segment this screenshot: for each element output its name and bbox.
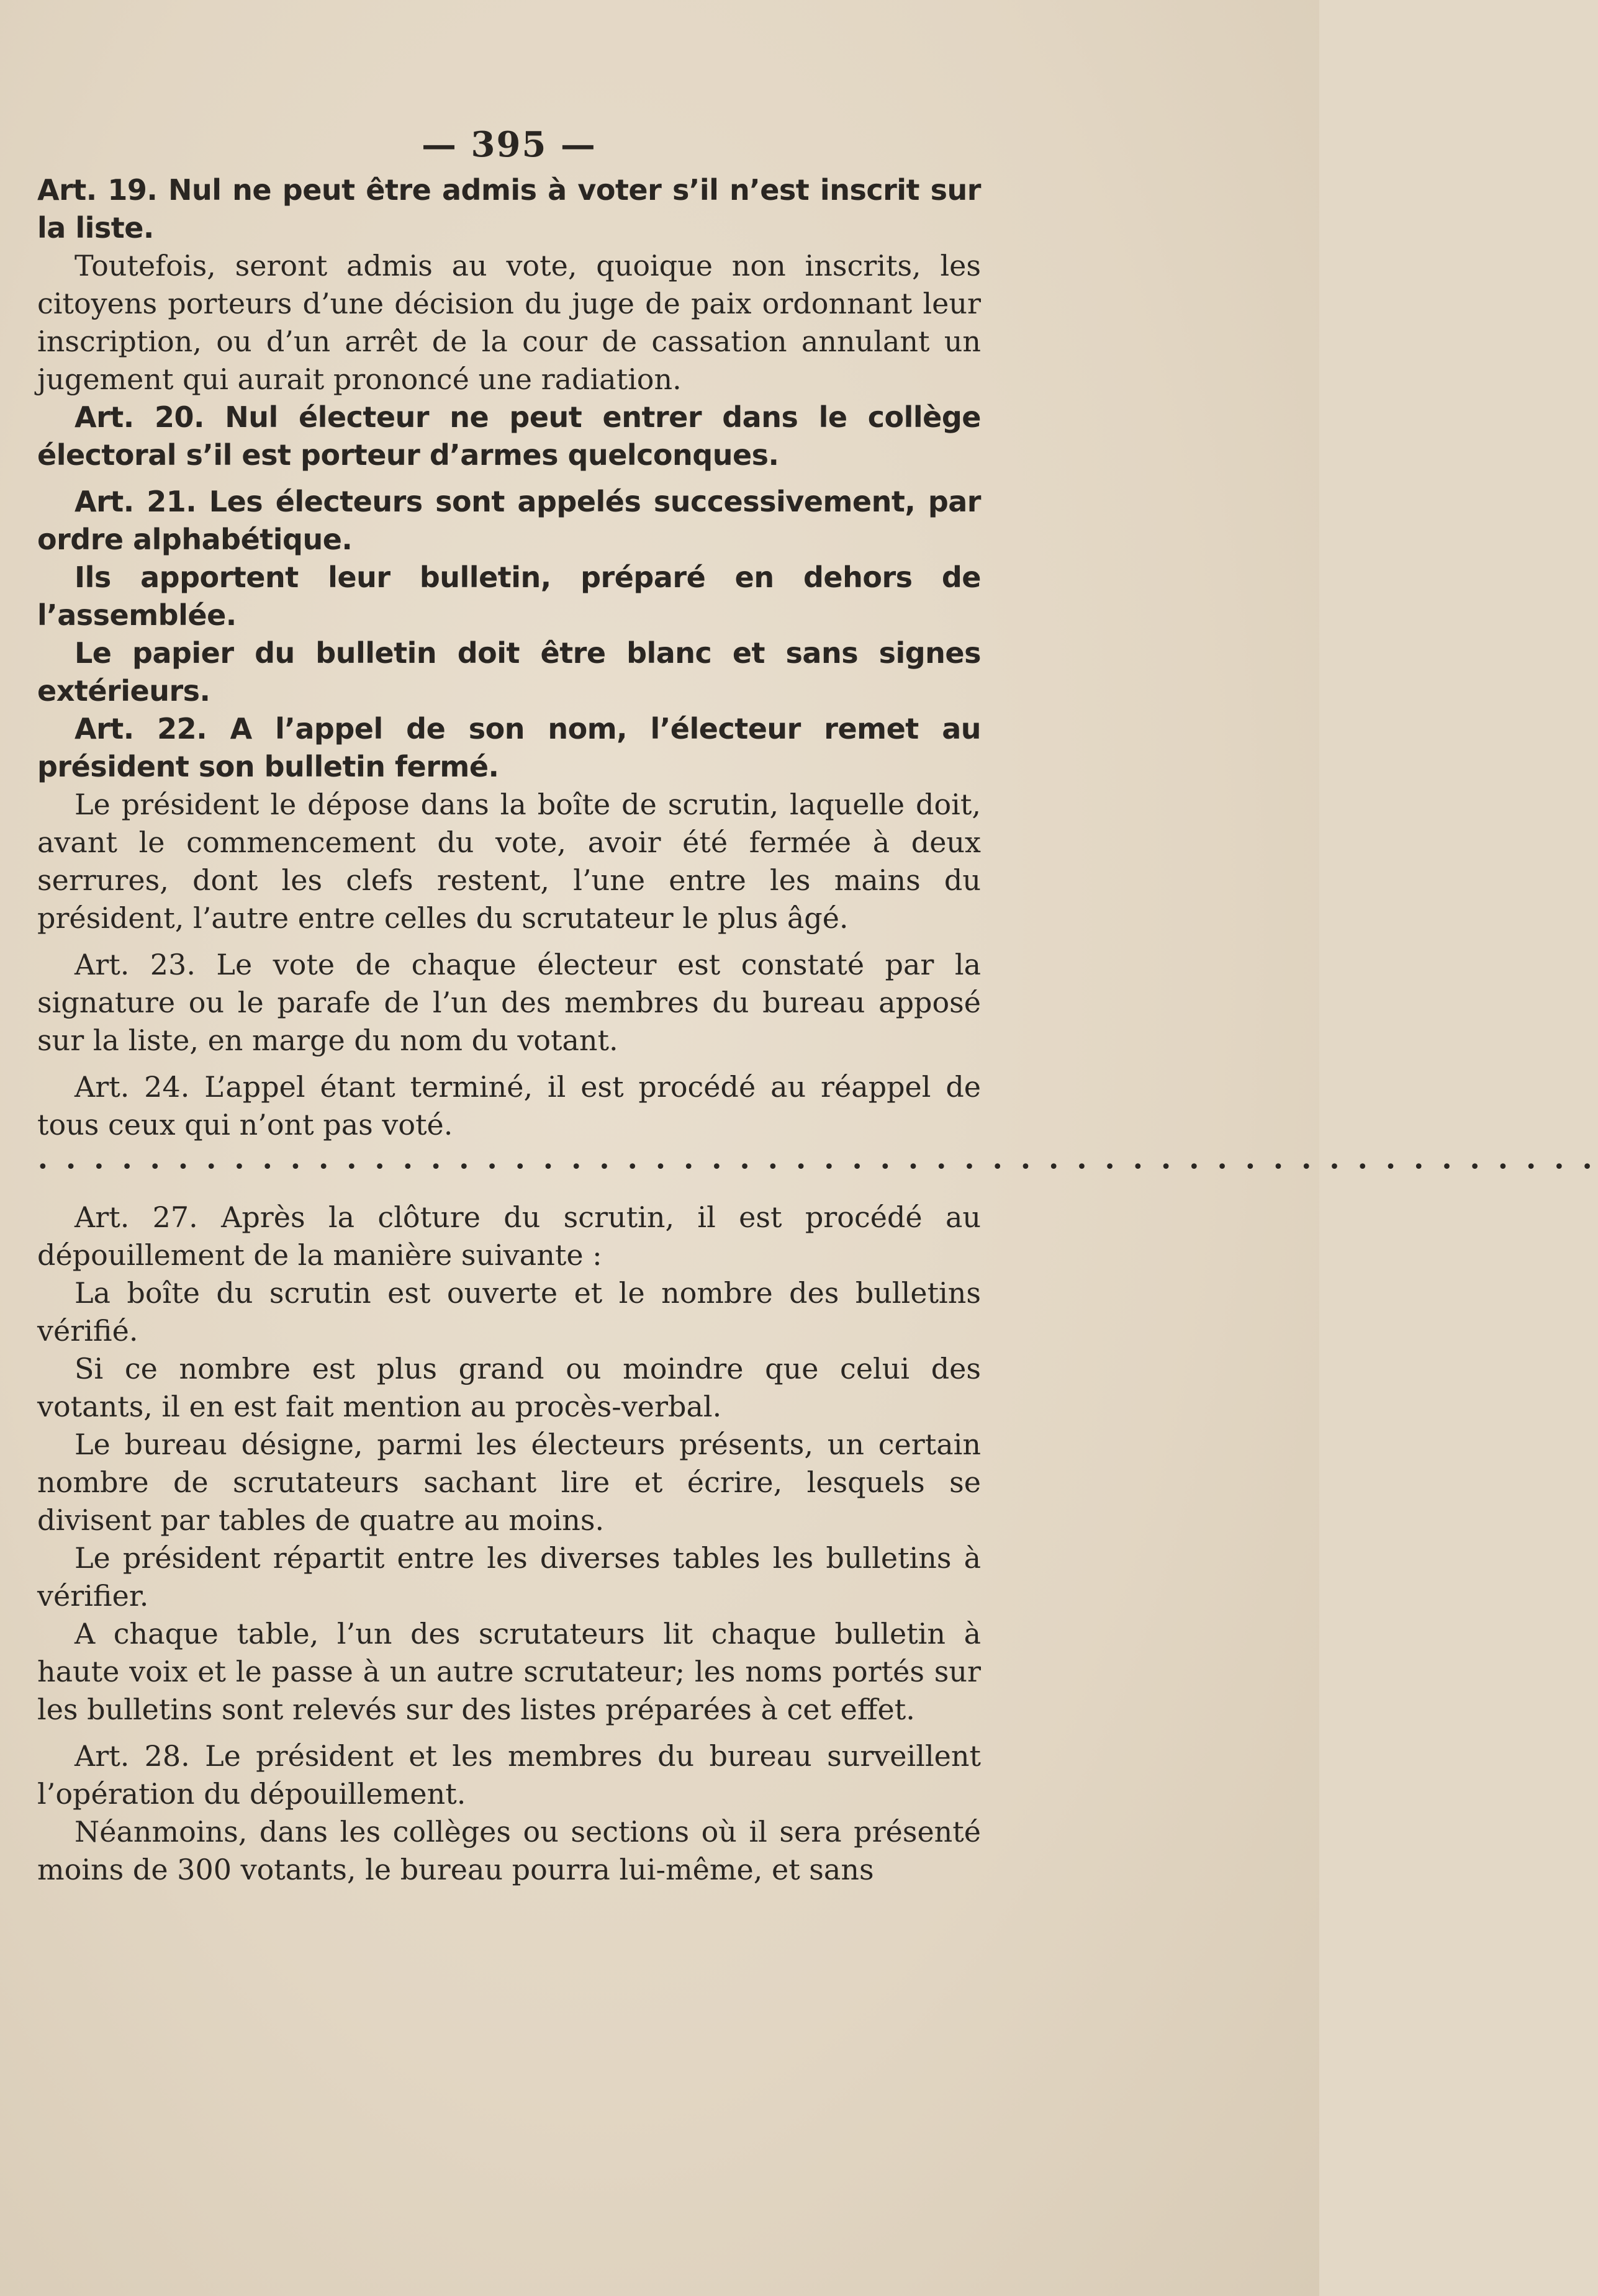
paragraph-art-22: Art. 22. A l’appel de son nom, l’électeur remet au président son bulletin fermé.: [37, 712, 981, 783]
paragraph-president-depose: Le président le dépose dans la boîte de scrutin, laquelle doit, avant le commencement du vote, avoir été fermée à deux serrures, dont les clefs restent, l’une entre les mains du président, l’autre entre celles du scrutateur le plus âgé.: [37, 788, 981, 935]
paragraph-president-repartit: Le président répartit entre les diverses tables les bulletins à vérifier.: [37, 1541, 981, 1613]
paragraph-toutefois: Toutefois, seront admis au vote, quoique non inscrits, les citoyens porteurs d’une décision du juge de paix ordonnant leur inscription, ou d’un arrêt de la cour de cassation annulant un jugement qui aurait prononcé une radiation.: [37, 249, 981, 396]
paragraph-art-28: Art. 28. Le président et les membres du bureau surveillent l’opération du dépouillement.: [37, 1739, 981, 1811]
paragraph-bureau-designe: Le bureau désigne, parmi les électeurs présents, un certain nombre de scrutateurs sachant lire et écrire, lesquels se divisent par tables de quatre au moins.: [37, 1428, 981, 1537]
paragraph-papier: Le papier du bulletin doit être blanc et sans signes extérieurs.: [37, 636, 981, 708]
paragraph-chaque-table: A chaque table, l’un des scrutateurs lit chaque bulletin à haute voix et le passe à un autre scrutateur; les noms portés sur les bulletins sont relevés sur des listes préparées à cet effet.: [37, 1617, 981, 1726]
paragraph-art-23: Art. 23. Le vote de chaque électeur est constaté par la signature ou le parafe de l’un des membres du bureau apposé sur la liste, en marge du nom du votant.: [37, 948, 981, 1057]
paragraph-art-21: Art. 21. Les électeurs sont appelés successivement, par ordre alphabétique.: [37, 485, 981, 556]
paragraph-bulletin: Ils apportent leur bulletin, préparé en dehors de l’assemblée.: [37, 560, 981, 632]
paragraph-art-27: Art. 27. Après la clôture du scrutin, il est procédé au dépouillement de la manière suivante :: [37, 1200, 981, 1272]
ellipsis-separator: • • • • • • • • • • • • • • • • • • • • • • • • • • • • • • • • • • • • • • • • • • • • • • • • • • • • • • • •: [37, 1156, 1598, 1178]
paragraph-art-19: Art. 19. Nul ne peut être admis à voter s’il n’est inscrit sur la liste.: [37, 173, 981, 245]
page-number: — 395 —: [422, 124, 597, 165]
paragraph-art-20: Art. 20. Nul électeur ne peut entrer dans le collège électoral s’il est porteur d’armes quelconques.: [37, 400, 981, 472]
paragraph-art-24: Art. 24. L’appel étant terminé, il est procédé au réappel de tous ceux qui n’ont pas voté.: [37, 1070, 981, 1141]
paragraph-nombre: Si ce nombre est plus grand ou moindre que celui des votants, il en est fait mention au procès-verbal.: [37, 1352, 981, 1423]
page-text: [37, 124, 1598, 1889]
paragraph-boite: La boîte du scrutin est ouverte et le nombre des bulletins vérifié.: [37, 1276, 981, 1348]
paragraph-neanmoins: Néanmoins, dans les collèges ou sections où il sera présenté moins de 300 votants, le bureau pourra lui-même, et sans: [37, 1815, 981, 1886]
